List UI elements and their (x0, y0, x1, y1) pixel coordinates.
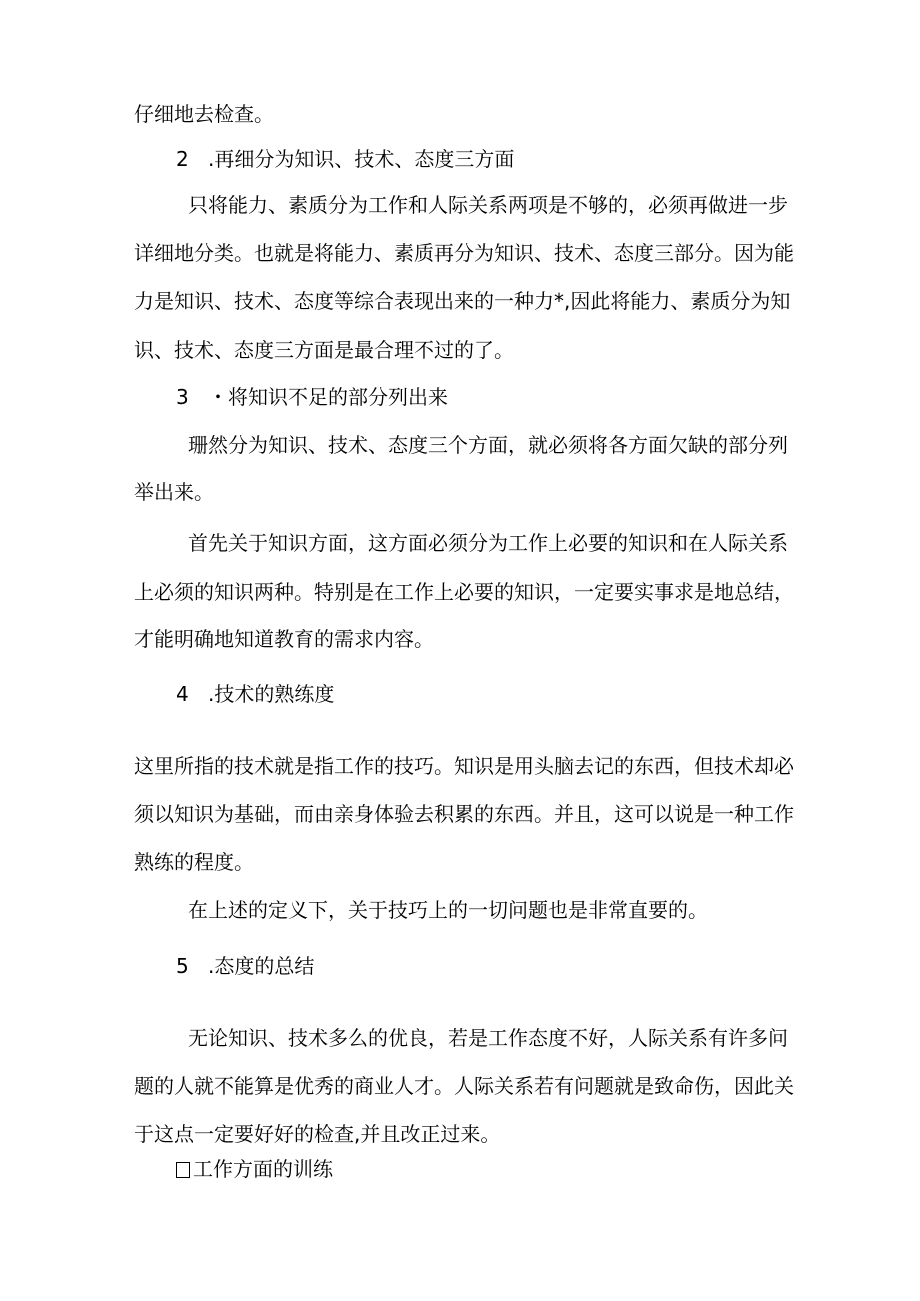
section-heading-2 (176, 145, 514, 173)
section-heading-4 (176, 680, 334, 708)
paragraph-line: 题的人就不能算是优秀的商业人才。人际关系若有问题就是致命伤，因此关 (134, 1074, 794, 1098)
paragraph-line: 这里所指的技术就是指工作的技巧。知识是用头脑去记的东西，但技术却必 (134, 754, 794, 778)
paragraph-line: 识、技术、态度三方面是最合理不过的了。 (134, 338, 514, 362)
heading-text: .再细分为知识、技术、态度三方面 (208, 147, 515, 171)
paragraph-line: 只将能力、素质分为工作和人际关系两项是不够的，必须再做进一步 (188, 193, 788, 217)
heading-number: 4 (176, 682, 189, 706)
heading-number: 2 (176, 147, 189, 171)
heading-number: 5 (176, 954, 189, 978)
heading-text: .态度的总结 (208, 954, 315, 978)
paragraph-line: 仔细地去检查。 (134, 102, 274, 126)
paragraph-line: 于这点一定要好好的检查,并且改正过来。 (134, 1122, 501, 1146)
checklist-item (176, 1155, 333, 1183)
paragraph-line: 举出来。 (134, 480, 214, 504)
paragraph-line: 在上述的定义下，关于技巧上的一切问题也是非常直要的。 (188, 898, 708, 922)
paragraph-line: 须以知识为基础，而由亲身体验去积累的东西。并且，这可以说是一种工作 (134, 802, 794, 826)
section-heading-5 (176, 952, 314, 980)
paragraph-line: 珊然分为知识、技术、态度三个方面，就必须将各方面欠缺的部分列 (188, 433, 788, 457)
paragraph-line: 力是知识、技术、态度等综合表现出来的一种力*,因此将能力、素质分为知 (134, 289, 791, 313)
paragraph-line: 无论知识、技术多么的优良，若是工作态度不好，人际关系有许多问 (188, 1026, 788, 1050)
heading-text: .技术的熟练度 (208, 682, 335, 706)
paragraph-line: 详细地分类。也就是将能力、素质再分为知识、技术、态度三部分。因为能 (134, 241, 794, 265)
paragraph-line: 才能明确地知道教育的需求内容。 (134, 627, 434, 651)
checklist-item-label: 工作方面的训练 (193, 1157, 333, 1181)
paragraph-line: 熟练的程度。 (134, 850, 254, 874)
paragraph-line: 首先关于知识方面，这方面必须分为工作上必要的知识和在人际关系 (188, 531, 788, 555)
heading-text: ・将知识不足的部分列出来 (208, 385, 448, 409)
checkbox-icon (176, 1162, 190, 1178)
section-heading-3 (176, 383, 448, 411)
heading-number: 3 (176, 385, 189, 409)
paragraph-line: 上必须的知识两种。特别是在工作上必要的知识，一定要实事求是地总结， (134, 580, 794, 604)
